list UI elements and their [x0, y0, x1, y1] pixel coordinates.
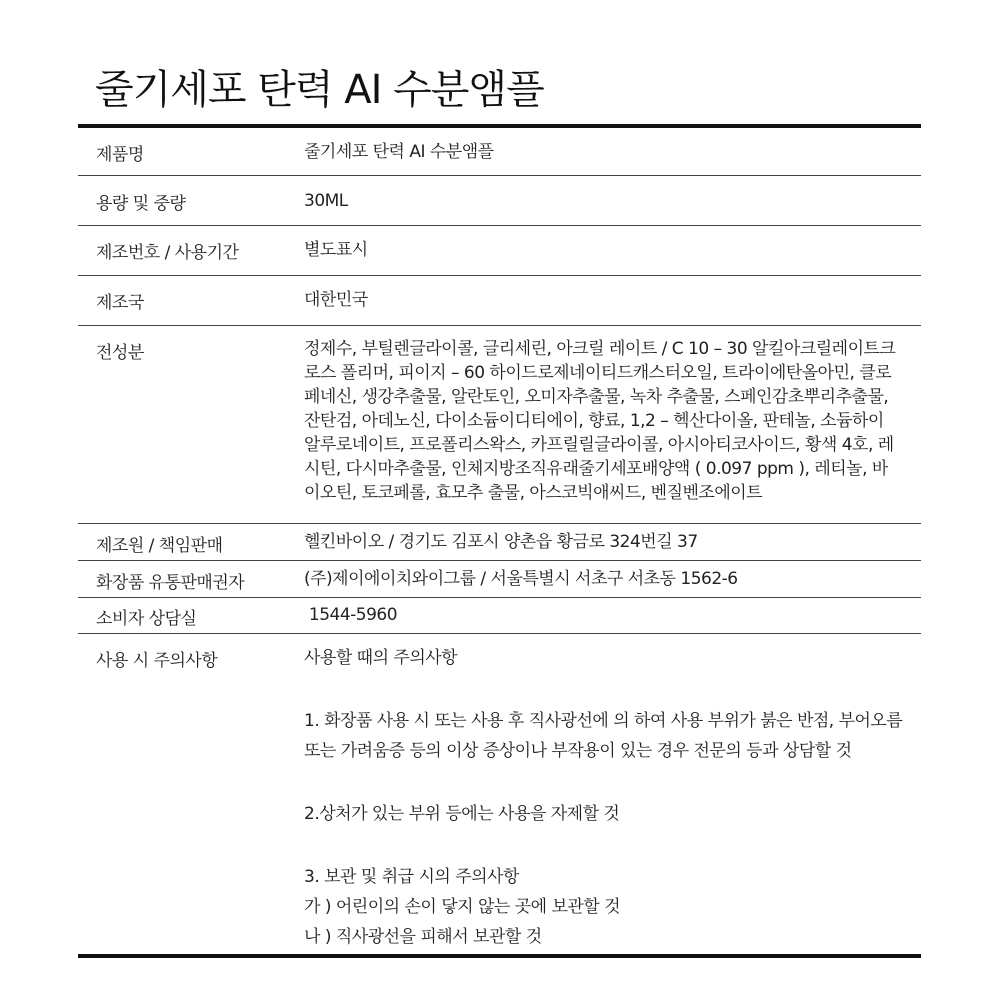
ingredients-line: 정제수, 부틸렌글라이콜, 글리세린, 아크릴 레이트 / C 10 – 30 알킬아크릴레이트크	[304, 339, 896, 359]
caution-text	[304, 646, 921, 952]
product-info-table	[78, 128, 921, 954]
row-country	[78, 276, 921, 326]
row-label: 제조번호 / 사용기간	[96, 243, 239, 263]
row-label: 제조원 / 책임판매	[96, 536, 223, 556]
row-value: (주)제이에이치와이그룹 / 서울특별시 서초구 서초동 1562-6	[304, 569, 738, 589]
row-value: 헬킨바이오 / 경기도 김포시 양촌읍 황금로 324번길 37	[304, 532, 698, 552]
row-value: 별도표시	[304, 240, 368, 260]
caution-line: 1. 화장품 사용 시 또는 사용 후 직사광선에 의 하여 사용 부위가 붉은 반점, 부어오름	[304, 711, 903, 731]
caution-heading: 사용할 때의 주의사항	[304, 648, 458, 668]
caution-line: 또는 가려움증 등의 이상 증상이나 부작용이 있는 경우 전문의 등과 상담할 것	[304, 741, 852, 761]
row-label: 용량 및 중량	[96, 194, 186, 214]
row-value: 대한민국	[304, 290, 368, 310]
ingredients-line: 잔탄검, 아데노신, 다이소듐이디티에이, 향료, 1,2 – 헥산다이올, 판테놀, 소듐하이	[304, 411, 884, 431]
row-product-name	[78, 128, 921, 176]
row-label: 제조국	[96, 293, 144, 313]
caution-line: 나 ) 직사광선을 피해서 보관할 것	[304, 927, 542, 947]
ingredients-line: 로스 폴리머, 피이지 – 60 하이드로제네이티드캐스터오일, 트라이에탄올아민, 클로	[304, 363, 892, 383]
ingredients-line: 시틴, 다시마추출물, 인체지방조직유래줄기세포배양액 ( 0.097 ppm ), 레티놀, 바	[304, 459, 888, 479]
row-label: 사용 시 주의사항	[96, 651, 218, 671]
row-volume	[78, 176, 921, 226]
row-value: 30ML	[304, 191, 348, 211]
ingredients-line: 이오틴, 토코페롤, 효모추 출물, 아스코빅애씨드, 벤질벤조에이트	[304, 483, 763, 503]
ingredients-list	[304, 337, 921, 505]
caution-line: 3. 보관 및 취급 시의 주의사항	[304, 867, 519, 887]
row-value: 줄기세포 탄력 AI 수분앰플	[304, 142, 494, 162]
row-consumer-center	[78, 598, 921, 634]
page-title: 줄기세포 탄력 AI 수분앰플	[95, 67, 544, 113]
row-ingredients	[78, 326, 921, 524]
bottom-divider	[78, 954, 921, 958]
row-label: 소비자 상담실	[96, 609, 197, 629]
row-label: 전성분	[96, 343, 144, 363]
row-caution	[78, 634, 921, 954]
row-value: 1544-5960	[304, 605, 398, 625]
row-manufacturer	[78, 524, 921, 561]
row-distributor	[78, 561, 921, 598]
row-lot	[78, 226, 921, 276]
row-label: 화장품 유통판매권자	[96, 573, 245, 593]
caution-line: 가 ) 어린이의 손이 닿지 않는 곳에 보관할 것	[304, 897, 621, 917]
row-label: 제품명	[96, 145, 144, 165]
ingredients-line: 페네신, 생강추출물, 알란토인, 오미자추출물, 녹차 추출물, 스페인감초뿌리추출물,	[304, 387, 889, 407]
caution-line: 2.상처가 있는 부위 등에는 사용을 자제할 것	[304, 804, 620, 824]
ingredients-line: 알루로네이트, 프로폴리스왁스, 카프릴릴글라이콜, 아시아티코사이드, 황색 4호, 레	[304, 435, 894, 455]
